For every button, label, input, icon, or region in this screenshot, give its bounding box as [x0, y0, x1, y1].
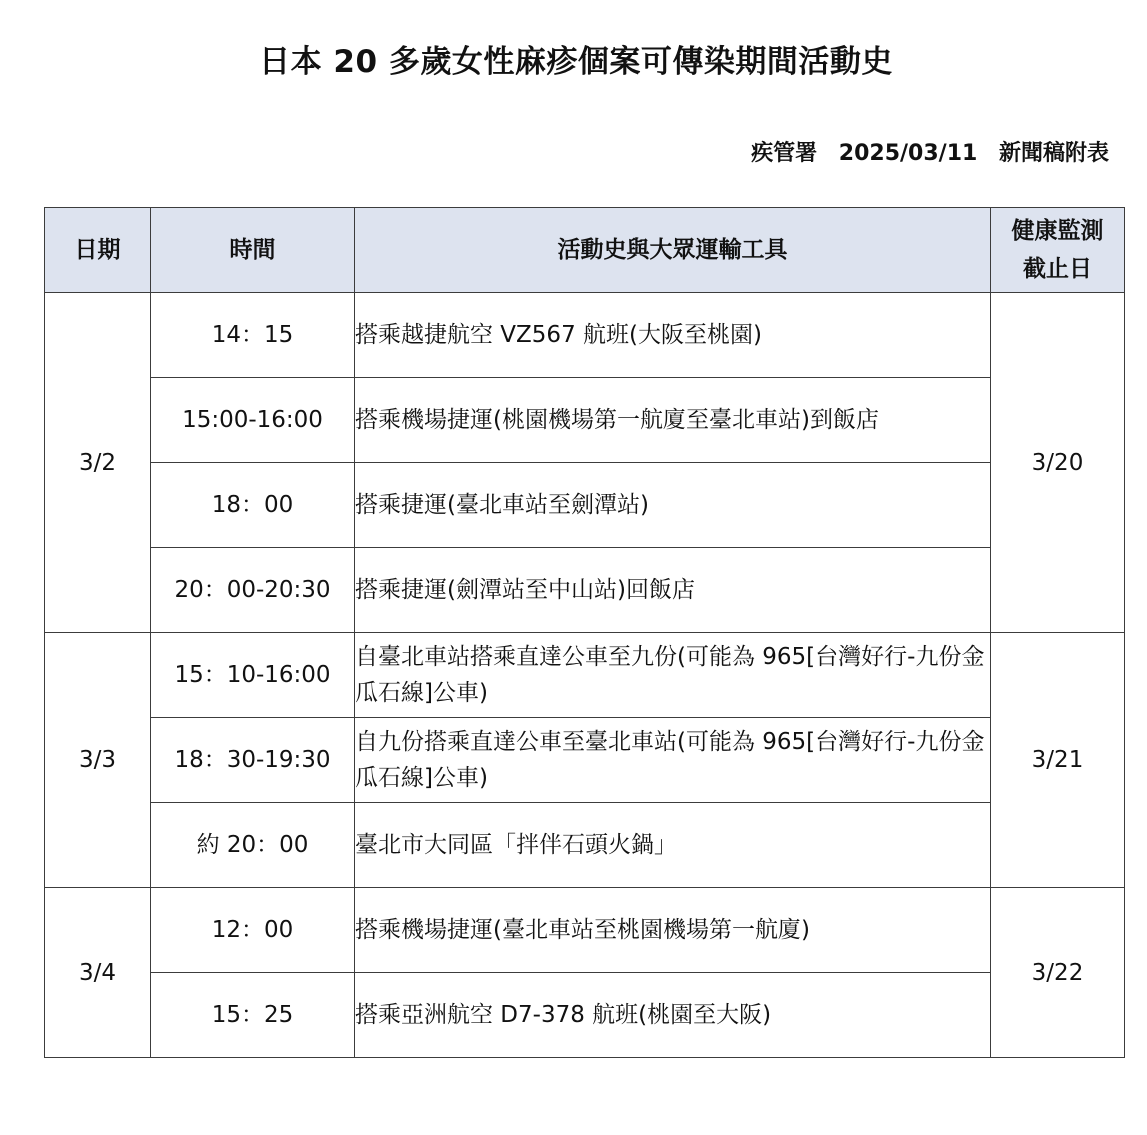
activity-cell: 搭乘機場捷運(臺北車站至桃園機場第一航廈): [355, 888, 991, 973]
activity-cell: 自九份搭乘直達公車至臺北車站(可能為 965[台灣好行-九份金瓜石線]公車): [355, 718, 991, 803]
time-cell: 15：10-16:00: [151, 633, 355, 718]
time-cell: 15:00-16:00: [151, 378, 355, 463]
header-monitor-line1: 健康監測: [1011, 218, 1104, 244]
activity-table: [44, 207, 1125, 1058]
time-cell: 14：15: [151, 293, 355, 378]
header-activity: 活動史與大眾運輸工具: [355, 208, 991, 293]
header-time: 時間: [151, 208, 355, 293]
time-cell: 約 20：00: [151, 803, 355, 888]
date-cell: 3/2: [45, 293, 151, 633]
table-row: [45, 888, 1125, 973]
activity-cell: 搭乘亞洲航空 D7-378 航班(桃園至大阪): [355, 973, 991, 1058]
time-cell: 20：00-20:30: [151, 548, 355, 633]
document-type: 新聞稿附表: [998, 141, 1109, 166]
activity-cell: 臺北市大同區「拌伴石頭火鍋」: [355, 803, 991, 888]
monitor-end-cell: 3/22: [991, 888, 1125, 1058]
document-meta: [751, 138, 1109, 170]
agency-name: 疾管署: [751, 141, 818, 166]
table-row: [45, 548, 1125, 633]
activity-cell: 搭乘越捷航空 VZ567 航班(大阪至桃園): [355, 293, 991, 378]
header-row: [45, 208, 1125, 293]
activity-cell: 搭乘捷運(劍潭站至中山站)回飯店: [355, 548, 991, 633]
table-row: [45, 633, 1125, 718]
table-row: [45, 293, 1125, 378]
release-date: 2025/03/11: [838, 141, 978, 166]
time-cell: 15：25: [151, 973, 355, 1058]
date-cell: 3/3: [45, 633, 151, 888]
table-row: [45, 803, 1125, 888]
activity-cell: 自臺北車站搭乘直達公車至九份(可能為 965[台灣好行-九份金瓜石線]公車): [355, 633, 991, 718]
activity-cell: 搭乘捷運(臺北車站至劍潭站): [355, 463, 991, 548]
monitor-end-cell: 3/20: [991, 293, 1125, 633]
time-cell: 12：00: [151, 888, 355, 973]
header-monitor-end: [991, 208, 1125, 293]
table-row: [45, 378, 1125, 463]
time-cell: 18：30-19:30: [151, 718, 355, 803]
time-cell: 18：00: [151, 463, 355, 548]
header-date: 日期: [45, 208, 151, 293]
table-row: [45, 718, 1125, 803]
table-row: [45, 973, 1125, 1058]
header-monitor-line2: 截止日: [1023, 256, 1092, 282]
date-cell: 3/4: [45, 888, 151, 1058]
monitor-end-cell: 3/21: [991, 633, 1125, 888]
document-title: 日本 20 多歲女性麻疹個案可傳染期間活動史: [259, 44, 893, 80]
table-row: [45, 463, 1125, 548]
activity-cell: 搭乘機場捷運(桃園機場第一航廈至臺北車站)到飯店: [355, 378, 991, 463]
